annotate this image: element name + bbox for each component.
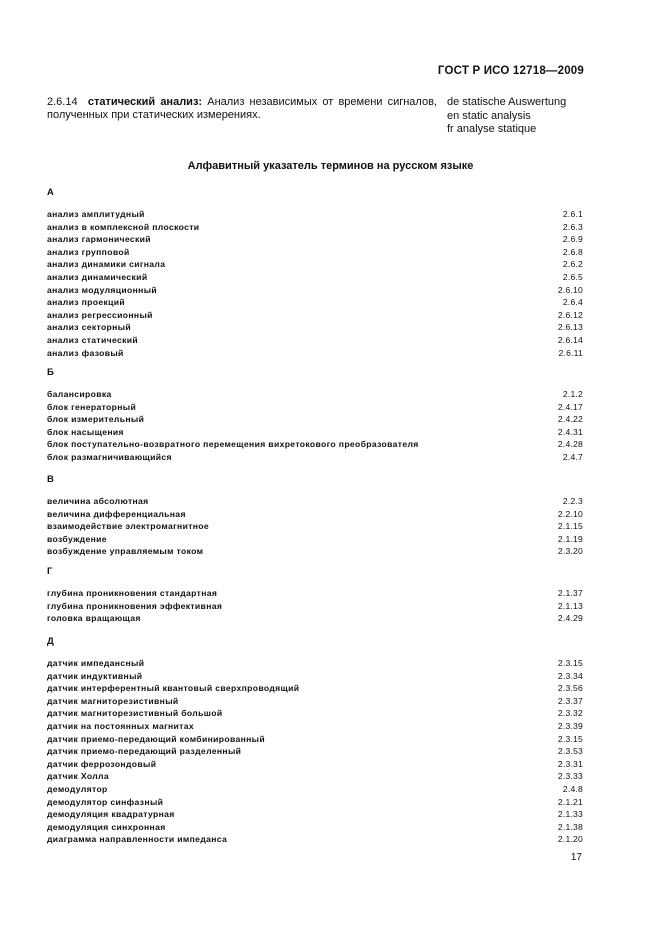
index-entry <box>47 733 583 746</box>
index-entry-ref: 2.4.28 <box>557 439 583 450</box>
index-entry <box>47 208 583 221</box>
index-entry <box>47 334 583 347</box>
index-letter-heading: Г <box>47 566 53 577</box>
index-entry-ref: 2.3.39 <box>557 721 583 731</box>
index-entry-term: датчик Холла <box>47 771 109 782</box>
index-entry-term: демодуляция синхронная <box>47 821 166 832</box>
index-entry <box>47 451 583 464</box>
index-entry-ref: 2.4.7 <box>562 452 583 462</box>
definition-text: Анализ независимых от времени сигналов, полученных при статических измерениях. <box>47 96 437 121</box>
index-entry-term: демодуляция квадратурная <box>47 809 175 820</box>
index-entry-ref: 2.6.1 <box>562 209 583 219</box>
index-entry <box>47 495 583 508</box>
index-entry-term: датчик магниторезистивный <box>47 695 179 706</box>
index-entry-term: возбуждение <box>47 533 107 544</box>
index-entry <box>47 221 583 234</box>
index-entry-term: датчик импедансный <box>47 658 145 668</box>
index-entry-ref: 2.3.32 <box>557 708 583 719</box>
index-entry-ref: 2.1.13 <box>557 600 583 611</box>
index-entry-ref: 2.1.37 <box>557 588 583 598</box>
index-entry <box>47 587 583 600</box>
index-entry-ref: 2.4.17 <box>557 401 583 412</box>
index-entry-term: демодулятор синфазный <box>47 796 164 807</box>
index-entry-ref: 2.6.12 <box>557 309 583 320</box>
index-entry <box>47 426 583 439</box>
index-entry-ref: 2.1.20 <box>557 834 583 845</box>
index-entry-term: величина дифференциальная <box>47 508 186 519</box>
equivalent-fr: fr analyse statique <box>447 123 537 135</box>
index-entry <box>47 808 583 821</box>
index-entry <box>47 233 583 246</box>
index-entry-term: блок размагничивающийся <box>47 452 172 462</box>
index-entry-term: глубина проникновения эффективная <box>47 600 223 611</box>
index-entry <box>47 296 583 309</box>
index-entry <box>47 438 583 451</box>
index-entry-term: датчик магниторезистивный большой <box>47 708 223 719</box>
index-entry <box>47 783 583 796</box>
index-entry-ref: 2.1.19 <box>557 533 583 544</box>
index-entry-term: величина абсолютная <box>47 496 149 506</box>
index-letter-heading: В <box>47 474 54 485</box>
index-letter-heading: Б <box>47 367 54 378</box>
index-entry <box>47 657 583 670</box>
foreign-equivalents <box>447 96 566 137</box>
index-entry-ref: 2.6.9 <box>562 234 583 245</box>
index-entry <box>47 508 583 521</box>
index-entry <box>47 720 583 733</box>
index-entry <box>47 670 583 683</box>
index-entry-ref: 2.1.15 <box>557 521 583 532</box>
index-entry <box>47 545 583 558</box>
index-entry-ref: 2.3.56 <box>557 683 583 694</box>
index-entry-term: анализ амплитудный <box>47 209 145 219</box>
index-entry-ref: 2.6.11 <box>558 347 583 358</box>
index-letter-heading: Д <box>47 636 54 647</box>
equivalent-en: en static analysis <box>447 109 531 122</box>
index-entry <box>47 600 583 613</box>
index-entry-term: балансировка <box>47 389 112 399</box>
index-entry <box>47 707 583 720</box>
index-entry-term: датчик приемо-передающий комбинированный <box>47 733 266 744</box>
definition-number: 2.6.14 <box>47 96 78 108</box>
index-entry-term: блок измерительный <box>47 414 145 425</box>
index-entry <box>47 758 583 771</box>
index-entry-ref: 2.3.34 <box>557 670 583 681</box>
index-entry-term: блок насыщения <box>47 426 124 437</box>
index-entry <box>47 271 583 284</box>
index-entry <box>47 309 583 322</box>
index-entry-ref: 2.3.53 <box>557 746 583 757</box>
index-entry-term: глубина проникновения стандартная <box>47 588 218 598</box>
index-entry-ref: 2.3.33 <box>557 771 583 782</box>
index-entry-term: анализ статический <box>47 335 139 345</box>
index-entry-term: датчик индуктивный <box>47 670 143 681</box>
index-entry <box>47 413 583 426</box>
index-entry-ref: 2.1.2 <box>562 389 583 399</box>
index-entry-term: датчик приемо-передающий разделенный <box>47 746 242 757</box>
index-entry <box>47 388 583 401</box>
document-standard-header: ГОСТ Р ИСО 12718—2009 <box>437 65 584 77</box>
index-entry-term: анализ гармонический <box>47 234 151 245</box>
index-entry-ref: 2.1.21 <box>557 796 583 807</box>
equivalent-de: de statische Auswertung <box>447 96 567 108</box>
index-entry-term: блок генераторный <box>47 401 137 412</box>
index-entry-ref: 2.3.15 <box>557 733 583 744</box>
index-entry-term: головка вращающая <box>47 613 141 624</box>
index-entry <box>47 796 583 809</box>
index-entry-ref: 2.6.4 <box>562 297 583 308</box>
index-entry-ref: 2.6.2 <box>562 259 583 270</box>
index-entry-ref: 2.4.22 <box>557 414 583 425</box>
index-entry-ref: 2.6.3 <box>562 221 583 232</box>
index-entry-term: анализ проекций <box>47 297 126 308</box>
index-entry-ref: 2.3.31 <box>557 758 583 769</box>
index-entry-term: датчик феррозондовый <box>47 758 157 769</box>
index-entry-term: возбуждение управляемым током <box>47 546 204 557</box>
index-entry <box>47 520 583 533</box>
index-entry-term: датчик интерферентный квантовый сверхпроводящий <box>47 683 300 694</box>
index-entry <box>47 347 583 360</box>
index-entry-ref: 2.6.8 <box>562 246 583 257</box>
index-entry-term: анализ фазовый <box>47 347 124 358</box>
index-entry <box>47 682 583 695</box>
definition-term: статический анализ: <box>87 96 203 108</box>
index-entry-term: датчик на постоянных магнитах <box>47 721 194 731</box>
index-entry-term: анализ динамический <box>47 272 148 282</box>
index-entry <box>47 745 583 758</box>
index-entry-ref: 2.4.31 <box>557 426 583 437</box>
index-entry-term: анализ динамики сигнала <box>47 259 166 270</box>
index-entry-term: анализ регрессионный <box>47 309 153 320</box>
definition-2-6-14 <box>47 96 437 122</box>
index-entry <box>47 246 583 259</box>
index-entry-term: анализ модуляционный <box>47 284 158 295</box>
index-entry <box>47 612 583 625</box>
index-entry-ref: 2.4.29 <box>557 613 583 624</box>
index-entry-ref: 2.2.3 <box>562 496 583 506</box>
index-entry-term: анализ групповой <box>47 246 130 257</box>
index-entry <box>47 770 583 783</box>
index-entry <box>47 833 583 846</box>
index-entry-term: блок поступательно-возвратного перемещения вихретокового преобразователя <box>47 439 419 450</box>
index-entry <box>47 284 583 297</box>
index-entry-ref: 2.1.33 <box>557 809 583 820</box>
index-entry <box>47 821 583 834</box>
index-entry-term: взаимодействие электромагнитное <box>47 521 210 532</box>
index-entry-ref: 2.2.10 <box>557 508 583 519</box>
index-entry-ref: 2.3.15 <box>557 658 583 668</box>
index-entry <box>47 695 583 708</box>
index-entry-term: диаграмма направленности импеданса <box>47 834 228 845</box>
index-entry-ref: 2.6.14 <box>557 335 583 345</box>
index-entry <box>47 258 583 271</box>
index-entry-ref: 2.4.8 <box>562 784 583 794</box>
index-entry-ref: 2.3.37 <box>557 695 583 706</box>
index-entry-ref: 2.3.20 <box>557 546 583 557</box>
index-entry <box>47 321 583 334</box>
index-entry-ref: 2.6.13 <box>557 322 583 333</box>
index-entry-ref: 2.6.5 <box>562 272 583 282</box>
index-entry-ref: 2.6.10 <box>557 284 583 295</box>
page-number: 17 <box>570 852 582 863</box>
index-entry-term: анализ в комплексной плоскости <box>47 221 200 232</box>
index-entry <box>47 533 583 546</box>
index-entry-term: анализ секторный <box>47 322 132 333</box>
index-title: Алфавитный указатель терминов на русском языке <box>187 160 474 172</box>
index-entry-ref: 2.1.38 <box>557 821 583 832</box>
index-entry <box>47 401 583 414</box>
index-letter-heading: А <box>47 187 54 198</box>
index-entry-term: демодулятор <box>47 784 108 794</box>
